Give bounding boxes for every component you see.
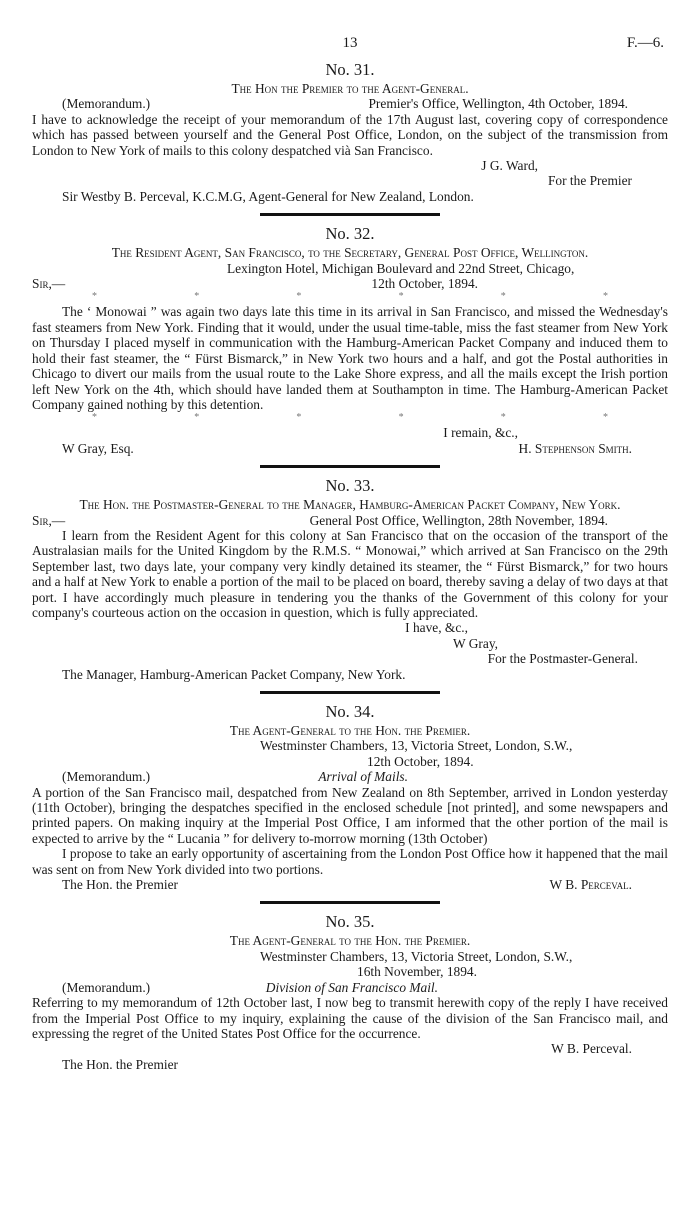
place: Lexington Hotel, Michigan Boulevard and 22nd Street, Chicago, [227,260,575,276]
closing: I remain, &c., [443,425,518,441]
date: 16th November, 1894. [357,964,477,980]
memo-topic: Arrival of Mails. [318,769,408,785]
addressee: The Hon. the Premier [62,877,179,893]
letter-body: Referring to my memorandum of 12th October last, I now beg to transmit herewith copy of the reply I have received from the Imperial Post Office to my inquiry, explaining the cause of the division of the San Francisco mail, and expressing the regret of the United States Post Office for the occurrence. [32,995,668,1041]
addressee: Sir Westby B. Perceval, K.C.M.G, Agent-General for New Zealand, London. [62,188,474,204]
memo-topic: Division of San Francisco Mail. [265,979,438,995]
closing: I have, &c., [405,620,468,636]
ellipsis-stars: * * * * * * [92,291,608,303]
signature: W B. Perceval. [551,1041,632,1057]
place-date: Premier's Office, Wellington, 4th October, 1894. [368,96,628,112]
signature: W Gray, [453,635,498,651]
place-date: General Post Office, Wellington, 28th November, 1894. [309,512,608,528]
page-header [32,0,668,52]
section-divider [260,213,440,216]
addressee: The Manager, Hamburg-American Packet Company, New York. [62,666,406,682]
section-33 [32,476,668,682]
section-34 [32,702,668,892]
signature-role: For the Premier [547,173,632,189]
salutation: Sir,— [32,512,66,528]
section-title: No. 31. [325,60,375,79]
ellipsis-stars: * * * * * * [92,412,608,424]
letter-body-2: I propose to take an early opportunity of ascertaining from the London Post Office how it happened that the mail was sent on from New York divided into two portions. [32,846,668,877]
letter-body: A portion of the San Francisco mail, despatched from New Zealand on 8th September, arrived in London yesterday (11th October), bringing the despatches specified in the enclosed schedule [not printed], and some newspapers and printed papers. On making inquiry at the Imperial Post Office, I am informed that the other portion of the mail is expected to arrive by the “ Lucania ” for delivery to-morrow morning (13th October) [32,784,668,846]
section-32 [32,224,668,456]
letter-body: I learn from the Resident Agent for this colony at San Francisco that on the occasion of the transport of the Australasian mails for the United Kingdom by the R.M.S. “ Monowai,” which arrived at San Francisco on the 29th September last, two days late, your company very kindly detained its steamer, the “ Fürst Bismarck,” for two hours and a half at New York to enable a portion of the mail to be placed on board, thereby saving a delay of two days at that port. I have accordingly much pleasure in tendering you the thanks of the Government of this colony for your company's courteous action on the occasion in question, which is fully appreciated. [32,527,668,620]
section-divider [260,691,440,694]
addressee: W Gray, Esq. [62,440,134,456]
section-31 [32,60,668,204]
signature: H. Stephenson Smith. [518,440,632,456]
section-subtitle: The Agent-General to the Hon. the Premier. [229,933,471,949]
place: Westminster Chambers, 13, Victoria Street, London, S.W., [260,948,573,964]
letter-body: The ‘ Monowai ” was again two days late this time in its arrival in San Francisco, and missed the Wednesday's fast steamers from New York. Finding that it would, under the usual time-table, miss the fast steamer from New York on Thursday I placed myself in communication with the Hamburg-American Packet Company and induced them to hold their fast steamer, the “ Fürst Bismarck,” in New York two hours and a half, and got the Postal authorities in Chicago to divert our mails from the usual route to the Lake Shore express, and all the mails except the Irish portion left New York on the 4th, which should have landed them at Southampton in time. The Hamburg-American Packet Company gained nothing by this detention. [32,304,668,412]
section-divider [260,901,440,904]
section-subtitle: The Agent-General to the Hon. the Premier. [229,723,471,738]
section-subtitle: The Hon. the Postmaster-General to the Manager, Hamburg-American Packet Company, New York. [79,497,621,513]
document-reference: F.—6. [626,35,664,51]
signature: W B. Perceval. [549,877,632,893]
memo-label: (Memorandum.) [62,96,151,112]
date: 12th October, 1894. [367,753,474,769]
section-35 [32,912,668,1072]
section-subtitle: The Hon the Premier to the Agent-General. [231,81,469,96]
letter-body: I have to acknowledge the receipt of your memorandum of the 17th August last, covering copy of correspondence which has passed between yourself and the General Post Office, London, on the subject of the transmission from London to New York of mails to this colony despatched vià San Francisco. [32,111,668,158]
signature-role: For the Postmaster-General. [487,651,638,667]
memo-label: (Memorandum.) [62,769,151,785]
place: Westminster Chambers, 13, Victoria Street, London, S.W., [260,738,573,754]
signature: J G. Ward, [481,158,538,174]
date: 12th October, 1894. [371,276,478,292]
addressee: The Hon. the Premier [62,1056,179,1072]
salutation: Sir,— [32,276,66,292]
section-subtitle: The Resident Agent, San Francisco, to the Secretary, General Post Office, Wellington. [111,245,589,261]
section-title: No. 34. [325,702,375,721]
page-number: 13 [342,35,358,51]
section-title: No. 35. [325,912,375,932]
section-title: No. 32. [325,224,375,244]
memo-label: (Memorandum.) [62,979,151,995]
section-title: No. 33. [325,476,375,496]
section-divider [260,465,440,468]
